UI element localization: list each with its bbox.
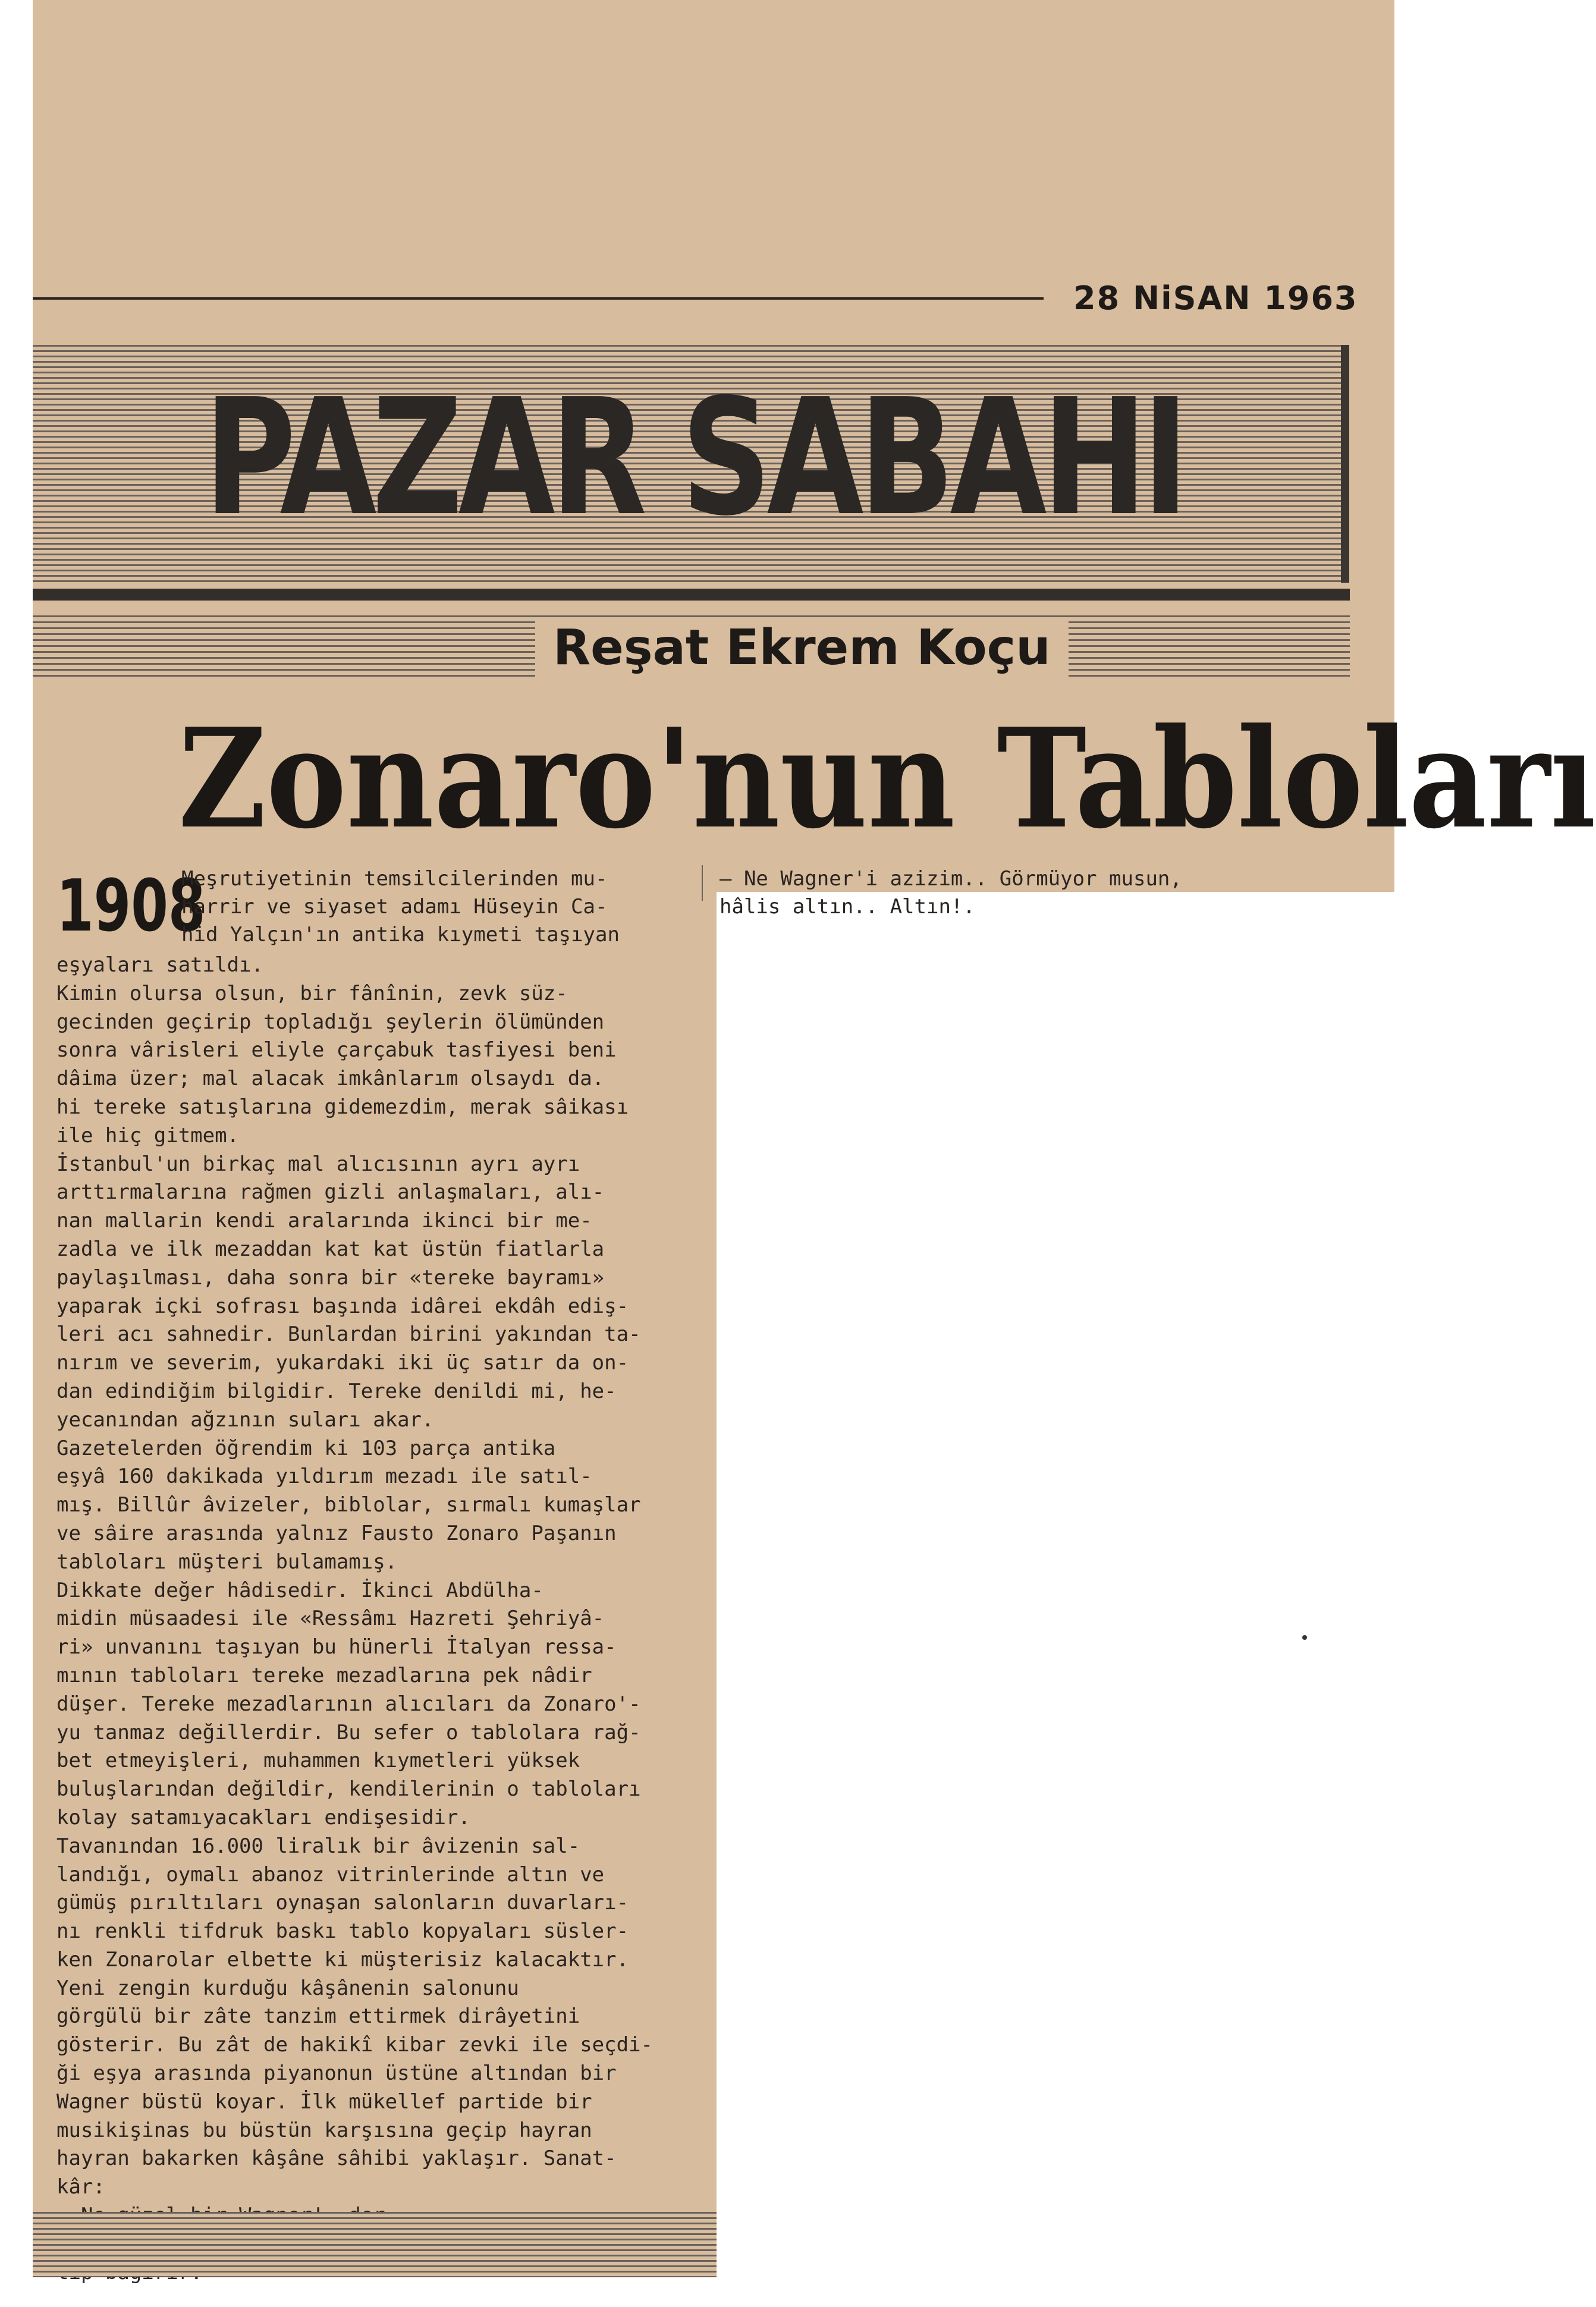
author-byline: Reşat Ekrem Koçu — [535, 618, 1069, 678]
article-body-column-2: — Ne Wagner'i azizim.. Görmüyor musun, hâlis altın.. Altın!. — [720, 867, 1182, 919]
column-divider — [702, 865, 703, 901]
stray-mark — [1302, 1635, 1307, 1640]
date-rule — [33, 297, 1044, 300]
lead-paragraph: Meşrutiyetinin temsilcilerinden mu- harrir ve siyaset adamı Hüseyin Ca- hid Yalçın'ın antika kıymeti taşıyan — [181, 867, 620, 947]
masthead-divider — [33, 589, 1350, 601]
article-body-column-1: eşyaları satıldı. Kimin olursa olsun, bir fânînin, zevk süz- gecinden geçirip topladığı şeylerin ölümünden sonra vârisleri eliyle çarçabuk tasfiyesi beni dâima üzer; mal alacak imkânlarım olsaydı da. hi tereke satışlarına gidemezdim, merak sâikası ile hiç gitmem. İstanbul'un birkaç mal alıcısının ayrı ayrı arttırmalarına rağmen gizli anlaşmaları, alı- nan mallarin kendi aralarında ikinci bir me- zadla ve ilk mezaddan kat kat üstün fiatlarla paylaşılması, daha sonra bir «tereke bayramı» yaparak içki sofrası başında idârei ekdâh ediş- leri acı sahnedir. Bunlardan birini yakından ta- nırım ve severim, yukardaki iki üç satır da on- dan edindiğim bilgidir. Tereke denildi mi, he- yecanından ağzının suları akar. Gazetelerden öğrendim ki 103 parça antika eşyâ 160 dakikada yıldırım mezadı ile satıl- mış. Billûr âvizeler, biblolar, sırmalı kumaşlar ve sâire arasında yalnız Fausto Zonaro Paşanın tabloları müşteri bulamamış. Dikkate değer hâdisedir. İkinci Abdülha- midin müsaadesi ile «Ressâmı Hazreti Şehriyâ- ri» unvanını taşıyan bu hünerli İtalyan ressa- mının tabloları tereke mezadlarına pek nâdir düşer. Tereke mezadlarının alıcıları da Zonaro'- yu tanmaz değillerdir. Bu sefer o tablolara rağ- bet etmeyişleri, muhammen kıymetleri yüksek buluşlarından değildir, kendilerinin o tabloları kolay satamıyacakları endişesidir. Tavanından 16.000 liralık bir âvizenin sal- landığı, oymalı abanoz vitrinlerinde altın ve gümüş pırıltıları oynaşan salonların duvarları- nı renkli tifdruk baskı tablo kopyaları süsler- ken Zonarolar elbette ki müşterisiz kalacaktır. Yeni zengin kurduğu kâşânenin salonunu görgülü bir zâte tanzim ettirmek dirâyetini gösterir. Bu zât de hakikî kibar zevki ile seçdi- ği eşya arasında piyanonun üstüne altından bir Wagner büstü koyar. İlk mükellef partide bir musikişinas bu büstün karşısına geçip hayran hayran bakarken kâşâne sâhibi yaklaşır. Sanat- kâr: — [56, 953, 654, 2199]
issue-date: 28 NiSAN 1963 — [1073, 279, 1358, 317]
article-title: Zonaro'nun Tabloları — [178, 699, 1596, 859]
lead-year: 1908 — [56, 865, 206, 948]
masthead-title: PAZAR SABAHI — [204, 364, 1185, 551]
bottom-border-band — [33, 2212, 717, 2277]
